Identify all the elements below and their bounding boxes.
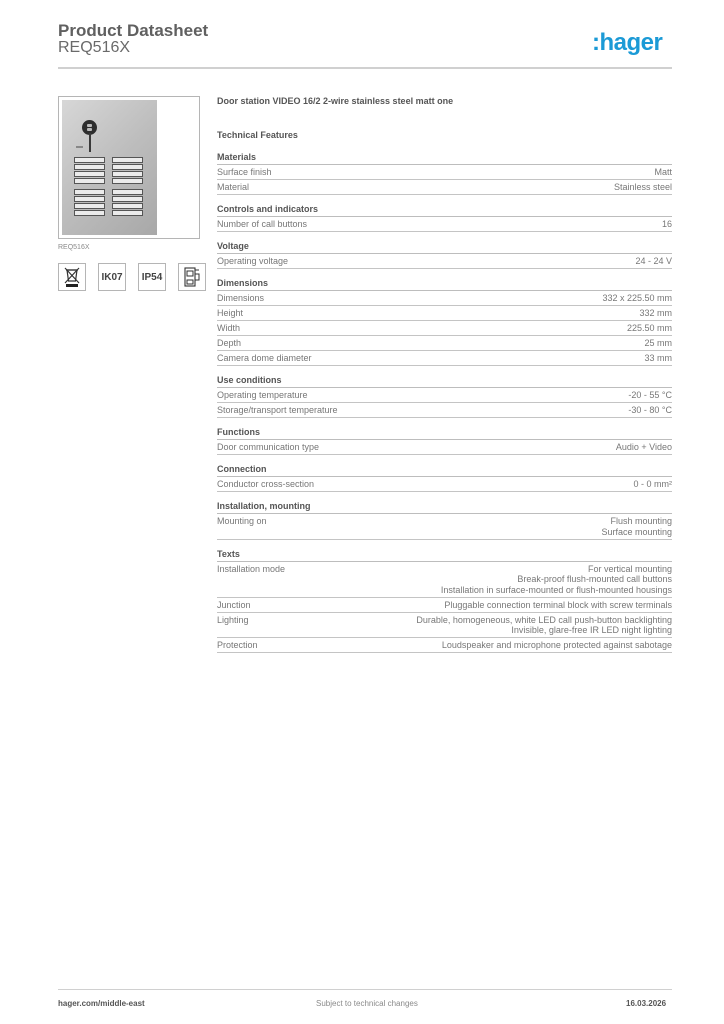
- datasheet-content: [217, 96, 672, 662]
- spec-value-line: Loudspeaker and microphone protected against sabotage: [441, 640, 672, 650]
- spec-value-line: Stainless steel: [613, 182, 672, 192]
- spec-value: [644, 353, 672, 364]
- spec-row: [217, 514, 672, 540]
- feature-group: [217, 375, 672, 418]
- certification-badges: [58, 263, 206, 291]
- spec-row: [217, 254, 672, 269]
- spec-value-line: 24 - 24 V: [635, 256, 672, 266]
- spec-value: [644, 338, 672, 349]
- spec-value: [616, 442, 672, 453]
- spec-value-line: Durable, homogeneous, white LED call push-button backlighting: [416, 614, 672, 625]
- footer-notice: Subject to technical changes: [316, 999, 418, 1008]
- spec-value: [602, 293, 672, 304]
- spec-value: [442, 640, 672, 651]
- footer-divider: [58, 989, 672, 990]
- spec-value: [639, 308, 672, 319]
- spec-row: [217, 403, 672, 418]
- spec-row: [217, 388, 672, 403]
- spec-label: Camera dome diameter: [217, 353, 312, 363]
- ik-rating-badge: IK07: [98, 263, 126, 291]
- spec-value: [628, 405, 672, 416]
- spec-label: Surface finish: [217, 167, 272, 177]
- spec-label: Installation mode: [217, 563, 286, 574]
- spec-label: Mounting on: [217, 516, 267, 526]
- installation-diagram-icon: [178, 263, 206, 291]
- spec-value-line: For vertical mounting: [587, 563, 672, 574]
- spec-row: [217, 440, 672, 455]
- group-title: Controls and indicators: [217, 204, 672, 217]
- feature-group: [217, 278, 672, 366]
- group-title: Materials: [217, 152, 672, 165]
- group-title: Texts: [217, 549, 672, 562]
- spec-label: Height: [217, 308, 244, 318]
- spec-value-line: Pluggable connection terminal block with screw terminals: [444, 599, 672, 610]
- spec-value: [441, 564, 672, 596]
- spec-value: [614, 182, 672, 193]
- spec-value: [654, 167, 672, 178]
- group-title: Functions: [217, 427, 672, 440]
- weee-crossed-bin-icon: [58, 263, 86, 291]
- spec-label: Dimensions: [217, 293, 265, 303]
- spec-label: Junction: [217, 599, 251, 610]
- spec-value-line: 33 mm: [644, 353, 672, 363]
- spec-label: Operating temperature: [217, 390, 308, 400]
- camera-stem: [89, 133, 91, 152]
- spec-value-line: Invisible, glare-free IR LED night lighting: [511, 625, 672, 635]
- spec-row: [217, 477, 672, 492]
- spec-row: [217, 638, 672, 653]
- spec-value-line: Surface mounting: [601, 526, 672, 537]
- spec-row: [217, 336, 672, 351]
- spec-value-line: 332 x 225.50 mm: [602, 293, 672, 303]
- product-image: [58, 96, 200, 239]
- spec-row: [217, 321, 672, 336]
- spec-value: [416, 615, 672, 636]
- spec-value-line: Installation in surface-mounted or flush-mounted housings: [440, 584, 672, 595]
- spec-row: [217, 351, 672, 366]
- spec-row: [217, 165, 672, 180]
- ip-rating-badge: IP54: [138, 263, 166, 291]
- group-title: Dimensions: [217, 278, 672, 291]
- spec-row: [217, 306, 672, 321]
- spec-value-line: Flush mounting: [610, 516, 672, 526]
- spec-value: [627, 323, 672, 334]
- spec-label: Storage/transport temperature: [217, 405, 338, 415]
- spec-row: [217, 562, 672, 598]
- page-title: Product Datasheet: [58, 21, 209, 40]
- spec-label: Material: [217, 182, 250, 192]
- footer-website: hager.com/middle-east: [58, 999, 145, 1008]
- header-divider: [58, 67, 672, 69]
- feature-groups: [217, 152, 672, 653]
- spec-value: [444, 600, 672, 611]
- feature-group: [217, 241, 672, 269]
- spec-label: Operating voltage: [217, 256, 289, 266]
- spec-value: [628, 390, 672, 401]
- image-caption: REQ516X: [58, 244, 90, 251]
- spec-value-line: -30 - 80 °C: [628, 405, 672, 415]
- product-description: Door station VIDEO 16/2 2-wire stainless steel matt one: [217, 96, 454, 106]
- spec-value-line: 25 mm: [644, 338, 672, 348]
- spec-label: Conductor cross-section: [217, 479, 315, 489]
- spec-value-line: Matt: [654, 167, 672, 177]
- feature-group: [217, 549, 672, 654]
- spec-row: [217, 291, 672, 306]
- spec-label: Door communication type: [217, 442, 320, 452]
- spec-label: Depth: [217, 338, 242, 348]
- spec-value-line: 332 mm: [639, 308, 672, 318]
- spec-value: [633, 479, 672, 490]
- spec-row: [217, 598, 672, 613]
- call-buttons-right: [112, 157, 143, 217]
- spec-value: [601, 516, 672, 537]
- feature-group: [217, 427, 672, 455]
- spec-value-line: -20 - 55 °C: [628, 390, 672, 400]
- spec-value-line: 0 - 0 mm²: [633, 479, 672, 489]
- led-indicator: [76, 146, 83, 148]
- spec-value-line: 225.50 mm: [626, 323, 672, 333]
- feature-group: [217, 204, 672, 232]
- group-title: Installation, mounting: [217, 501, 672, 514]
- feature-group: [217, 152, 672, 195]
- call-buttons-left: [74, 157, 105, 217]
- group-title: Use conditions: [217, 375, 672, 388]
- door-station-panel: [62, 100, 157, 235]
- spec-row: [217, 613, 672, 639]
- spec-label: Width: [217, 323, 241, 333]
- group-title: Voltage: [217, 241, 672, 254]
- spec-row: [217, 180, 672, 195]
- spec-value-line: Break-proof flush-mounted call buttons: [517, 574, 672, 584]
- group-title: Connection: [217, 464, 672, 477]
- technical-features-heading: Technical Features: [217, 130, 298, 140]
- hager-logo: :hager: [592, 29, 663, 56]
- feature-group: [217, 501, 672, 540]
- spec-label: Protection: [217, 640, 258, 650]
- footer-date: 16.03.2026: [626, 999, 667, 1008]
- spec-value: [662, 219, 672, 230]
- spec-value: [635, 256, 672, 267]
- spec-label: Number of call buttons: [217, 219, 308, 229]
- spec-label: Lighting: [217, 614, 249, 625]
- feature-group: [217, 464, 672, 492]
- spec-value-line: 16: [661, 219, 672, 229]
- product-reference: REQ516X: [58, 39, 131, 56]
- spec-row: [217, 217, 672, 232]
- spec-value-line: Audio + Video: [615, 442, 672, 452]
